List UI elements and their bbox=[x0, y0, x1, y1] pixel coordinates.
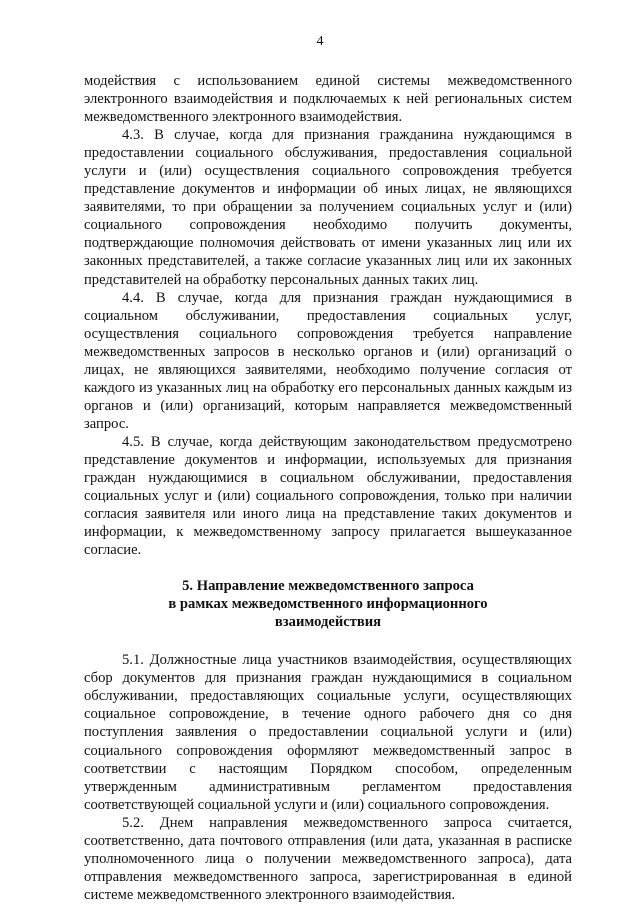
section-heading-line: 5. Направление межведомственного запроса bbox=[182, 578, 474, 595]
page-number: 4 bbox=[316, 34, 324, 49]
section-heading-line: взаимодействия bbox=[274, 614, 382, 631]
paragraph-4-3: 4.3. В случае, когда для признания гражданина нуждающимся в предоставлении социального обслуживания, предоставления социальной услуги и (или) осуществления социального сопровождения требуется представление документов и информации об иных лицах, не являющихся заявителями, то при обращении за получением социальных услуг и (или) социального сопровождения необходимо получить документы, подтверждающие полномочия действовать от имени указанных лиц или их законных представителей, а также согласие указанных лиц или их законных представителей на обработку персональных данных таких лиц. bbox=[84, 127, 572, 288]
paragraph-5-1: 5.1. Должностные лица участников взаимодействия, осуществляющих сбор документов для признания граждан нуждающимися в социальном обслуживании, предоставляющих социальные услуги, осуществляющих социальное сопровождение, в течение одного рабочего дня со дня поступления заявления о предоставлении социальной услуги и (или) социального сопровождения оформляют межведомственный запрос в соответствии с настоящим Порядком способом, определенным утвержденным административным регламентом предоставления соответствующей социальной услуги и (или) социального сопровождения. bbox=[84, 652, 572, 813]
paragraph-continuation: модействия с использованием единой системы межведомственного электронного взаимодействия и подключаемых к ней региональных систем межведомственного электронного взаимодействия. bbox=[84, 73, 572, 126]
document-body bbox=[84, 72, 572, 904]
paragraph-4-4: 4.4. В случае, когда для признания граждан нуждающимися в социальном обслуживании, предоставления социальных услуг, осуществления социального сопровождения требуется направление межведомственных запросов в несколько органов и (или) организаций о лицах, не являющихся заявителями, необходимо получение согласия от каждого из указанных лиц на обработку его персональных данных каждым из органов и (или) организаций, которым направляется межведомственный запрос. bbox=[84, 289, 572, 432]
section-heading-line: в рамках межведомственного информационного bbox=[168, 596, 488, 613]
section-heading bbox=[84, 577, 572, 631]
paragraph-5-2: 5.2. Днем направления межведомственного запроса считается, соответственно, дата почтового отправления (или дата, указанная в расписке уполномоченного лица о получении межведомственного запроса), дата отправления межведомственного запроса, зарегистрированная в единой системе межведомственного электронного взаимодействия. bbox=[84, 814, 572, 903]
paragraph-4-5: 4.5. В случае, когда действующим законодательством предусмотрено представление документов и информации, используемых для признания граждан нуждающимися в социальном обслуживании, предоставления социальных услуг и (или) социального сопровождения, только при наличии согласия заявителя или иного лица на представление таких документов и информации, к межведомственному запросу прилагается вышеуказанное согласие. bbox=[84, 433, 572, 559]
